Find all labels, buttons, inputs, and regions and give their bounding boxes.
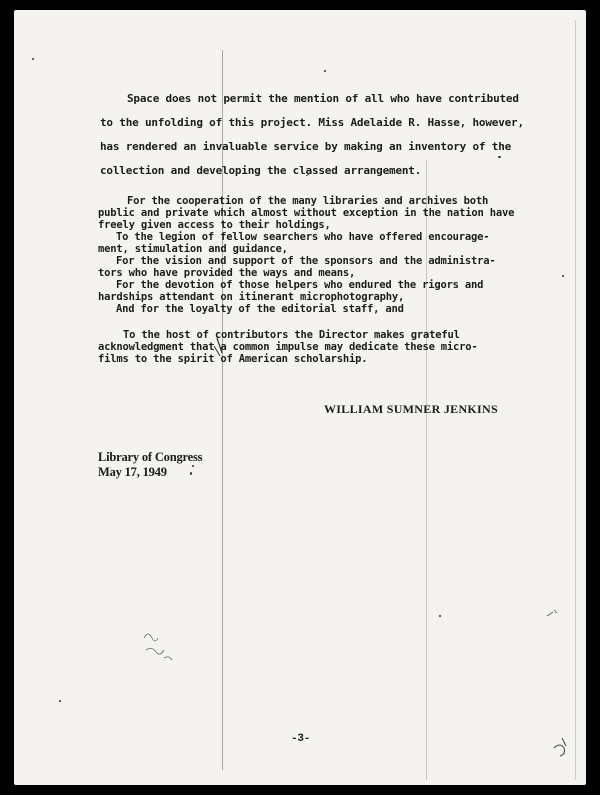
document-sheet (14, 10, 586, 785)
stray-mark (217, 338, 222, 353)
text-line: To the host of contributors the Director makes grateful (123, 329, 460, 341)
date-line: May 17, 1949 (98, 465, 167, 479)
stray-mark (306, 172, 312, 176)
text-line: For the cooperation of the many libraries and archives both (127, 195, 489, 207)
text-line: has rendered an invaluable service by making an inventory of the (100, 140, 512, 153)
text-line: tors who have provided the ways and means, (98, 267, 356, 279)
text-line: films to the spirit of American scholarship. (98, 353, 368, 365)
text-line: public and private which almost without exception in the nation have (98, 207, 515, 219)
text-line: collection and developing the classed arrangement. (100, 164, 422, 177)
pencil-scribble (144, 634, 172, 660)
text-line: Space does not permit the mention of all who have contributed (127, 92, 519, 105)
pencil-scribble (554, 738, 566, 756)
text-line: ment, stimulation and guidance, (98, 243, 288, 255)
text-line: For the vision and support of the sponsors and the administra- (116, 255, 496, 267)
place-line: Library of Congress (98, 450, 203, 464)
text-line: For the devotion of those helpers who endured the rigors and (116, 279, 484, 291)
text-line: And for the loyalty of the editorial staff, and (116, 303, 404, 315)
text-line: To the legion of fellow searchers who have offered encourage- (116, 231, 490, 243)
pencil-marks (14, 10, 586, 785)
text-line: to the unfolding of this project. Miss Adelaide R. Hasse, however, (100, 116, 524, 129)
pencil-scribble (547, 610, 557, 616)
signature: WILLIAM SUMNER JENKINS (324, 402, 498, 416)
page-number: -3- (291, 733, 311, 745)
text-line: hardships attendant on itinerant microphotography, (98, 291, 405, 303)
text-line: acknowledgment that a common impulse may dedicate these micro- (98, 341, 478, 353)
text-line: freely given access to their holdings, (98, 219, 331, 231)
stray-mark (214, 346, 220, 356)
